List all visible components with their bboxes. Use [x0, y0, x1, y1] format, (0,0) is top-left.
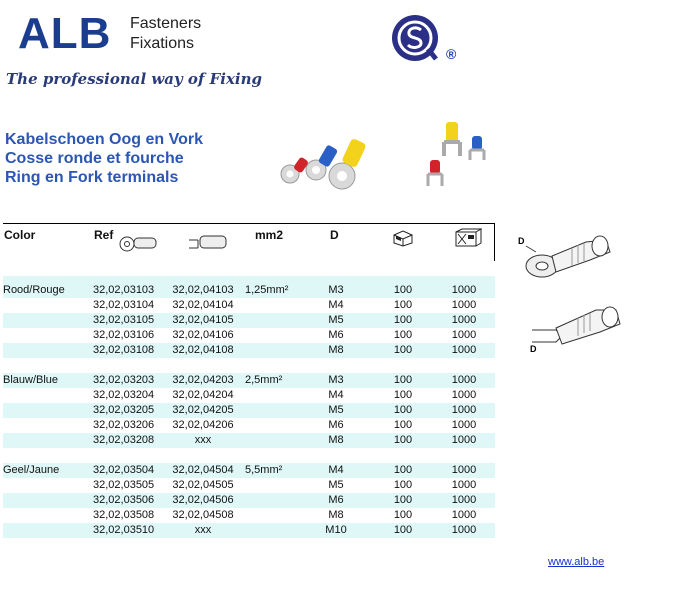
title-french: Cosse ronde et fourche: [5, 150, 184, 167]
cell-ref-ring: 32,02,03205: [93, 404, 155, 416]
cell-ref-fork: 32,02,04108: [172, 344, 234, 356]
cell-large-box-qty: 1000: [451, 404, 477, 416]
table-row: [3, 328, 495, 343]
fork-terminals-image: [414, 116, 494, 196]
cell-ref-ring: 32,02,03105: [93, 314, 155, 326]
fork-terminal-icon: [186, 232, 230, 252]
title-dutch: Kabelschoen Oog en Vork: [5, 131, 203, 148]
cell-small-box-qty: 100: [393, 434, 413, 446]
cell-d: M6: [328, 494, 344, 506]
cell-large-box-qty: 1000: [451, 479, 477, 491]
cell-ref-fork: xxx: [194, 434, 212, 446]
ring-terminal-diagram: [516, 226, 616, 286]
title-english: Ring en Fork terminals: [5, 169, 179, 186]
cell-d: M3: [328, 374, 344, 386]
cell-ref-fork: 32,02,04104: [172, 299, 234, 311]
cell-color: Geel/Jaune: [3, 464, 60, 476]
cell-ref-ring: 32,02,03506: [93, 494, 155, 506]
cell-small-box-qty: 100: [393, 389, 413, 401]
cell-small-box-qty: 100: [393, 494, 413, 506]
cell-ref-fork: 32,02,04205: [172, 404, 234, 416]
svg-text:D: D: [518, 236, 525, 246]
cell-large-box-qty: 1000: [451, 419, 477, 431]
cell-mm2: 1,25mm²: [245, 284, 289, 296]
website-link[interactable]: www.alb.be: [548, 556, 605, 568]
table-row: [3, 283, 495, 298]
cell-large-box-qty: 1000: [451, 509, 477, 521]
cell-d: M6: [328, 419, 344, 431]
cell-large-box-qty: 1000: [451, 464, 477, 476]
cell-ref-fork: 32,02,04505: [172, 479, 234, 491]
cell-small-box-qty: 100: [393, 329, 413, 341]
cell-ref-ring: 32,02,03208: [93, 434, 155, 446]
cell-ref-fork: 32,02,04103: [172, 284, 234, 296]
cell-small-box-qty: 100: [393, 299, 413, 311]
table-row: [3, 508, 495, 523]
table-row: [3, 388, 495, 403]
cell-large-box-qty: 1000: [451, 389, 477, 401]
cell-ref-fork: 32,02,04508: [172, 509, 234, 521]
header-d: D: [330, 228, 339, 242]
cell-mm2: 2,5mm²: [245, 374, 283, 386]
table-row: [3, 463, 495, 478]
cell-mm2: 5,5mm²: [245, 464, 283, 476]
table-row: [3, 478, 495, 493]
cell-ref-fork: 32,02,04203: [172, 374, 234, 386]
table-row: [3, 313, 495, 328]
cell-small-box-qty: 100: [393, 284, 413, 296]
small-box-icon: [392, 229, 414, 247]
cell-color: Rood/Rouge: [3, 284, 65, 296]
cell-ref-fork: 32,02,04206: [172, 419, 234, 431]
table-row: [3, 343, 495, 358]
cell-ref-fork: 32,02,04506: [172, 494, 234, 506]
table-right-border: [494, 223, 495, 261]
cell-small-box-qty: 100: [393, 479, 413, 491]
cell-large-box-qty: 1000: [451, 494, 477, 506]
table-row: [3, 418, 495, 433]
cell-ref-ring: 32,02,03508: [93, 509, 155, 521]
cell-ref-fork: xxx: [194, 524, 212, 536]
cell-ref-fork: 32,02,04504: [172, 464, 234, 476]
brand-line-fixations: Fixations: [130, 35, 195, 52]
cell-ref-fork: 32,02,04106: [172, 329, 234, 341]
table-row: [3, 403, 495, 418]
cell-large-box-qty: 1000: [451, 374, 477, 386]
cell-large-box-qty: 1000: [451, 299, 477, 311]
cell-ref-ring: 32,02,03106: [93, 329, 155, 341]
cell-small-box-qty: 100: [393, 524, 413, 536]
cell-ref-ring: 32,02,03103: [93, 284, 155, 296]
header-ref: Ref: [94, 228, 114, 242]
cell-large-box-qty: 1000: [451, 344, 477, 356]
cell-d: M10: [325, 524, 347, 536]
cell-ref-ring: 32,02,03204: [93, 389, 155, 401]
table-row: [3, 523, 495, 538]
svg-text:D: D: [530, 344, 537, 354]
alb-logo: ALB: [18, 9, 112, 58]
table-row: [3, 433, 495, 448]
cell-small-box-qty: 100: [393, 509, 413, 521]
cell-color: Blauw/Blue: [3, 374, 59, 386]
cell-small-box-qty: 100: [393, 344, 413, 356]
table-spacer-band: [3, 276, 495, 283]
cell-large-box-qty: 1000: [451, 329, 477, 341]
table-top-border: [3, 223, 495, 224]
cell-d: M8: [328, 434, 344, 446]
cell-large-box-qty: 1000: [451, 314, 477, 326]
cell-d: M5: [328, 479, 344, 491]
cell-ref-fork: 32,02,04105: [172, 314, 234, 326]
cell-ref-ring: 32,02,03203: [93, 374, 155, 386]
cell-d: M5: [328, 404, 344, 416]
cell-large-box-qty: 1000: [451, 524, 477, 536]
quality-seal-icon: [390, 13, 440, 63]
cell-d: M4: [328, 299, 344, 311]
tagline: The professional way of Fixing: [6, 70, 262, 88]
cell-d: M3: [328, 284, 344, 296]
registered-mark: ®: [446, 46, 457, 62]
cell-d: M6: [328, 329, 344, 341]
large-box-icon: [454, 228, 482, 248]
cell-small-box-qty: 100: [393, 464, 413, 476]
cell-small-box-qty: 100: [393, 404, 413, 416]
cell-ref-ring: 32,02,03108: [93, 344, 155, 356]
cell-d: M4: [328, 389, 344, 401]
cell-large-box-qty: 1000: [451, 434, 477, 446]
cell-d: M5: [328, 314, 344, 326]
cell-ref-ring: 32,02,03505: [93, 479, 155, 491]
table-row: [3, 493, 495, 508]
header-mm2: mm2: [255, 228, 284, 242]
ring-terminal-icon: [118, 232, 160, 252]
table-row: [3, 373, 495, 388]
cell-large-box-qty: 1000: [451, 284, 477, 296]
brand-line-fasteners: Fasteners: [130, 15, 202, 32]
cell-ref-ring: 32,02,03510: [93, 524, 155, 536]
cell-ref-ring: 32,02,03504: [93, 464, 155, 476]
cell-d: M8: [328, 509, 344, 521]
cell-small-box-qty: 100: [393, 419, 413, 431]
header-color: Color: [4, 228, 36, 242]
cell-d: M4: [328, 464, 344, 476]
cell-d: M8: [328, 344, 344, 356]
cell-ref-ring: 32,02,03206: [93, 419, 155, 431]
cell-ref-ring: 32,02,03104: [93, 299, 155, 311]
cell-small-box-qty: 100: [393, 314, 413, 326]
cell-ref-fork: 32,02,04204: [172, 389, 234, 401]
cell-small-box-qty: 100: [393, 374, 413, 386]
ring-terminals-image: [276, 126, 396, 196]
table-row: [3, 298, 495, 313]
fork-terminal-diagram: [526, 300, 626, 358]
